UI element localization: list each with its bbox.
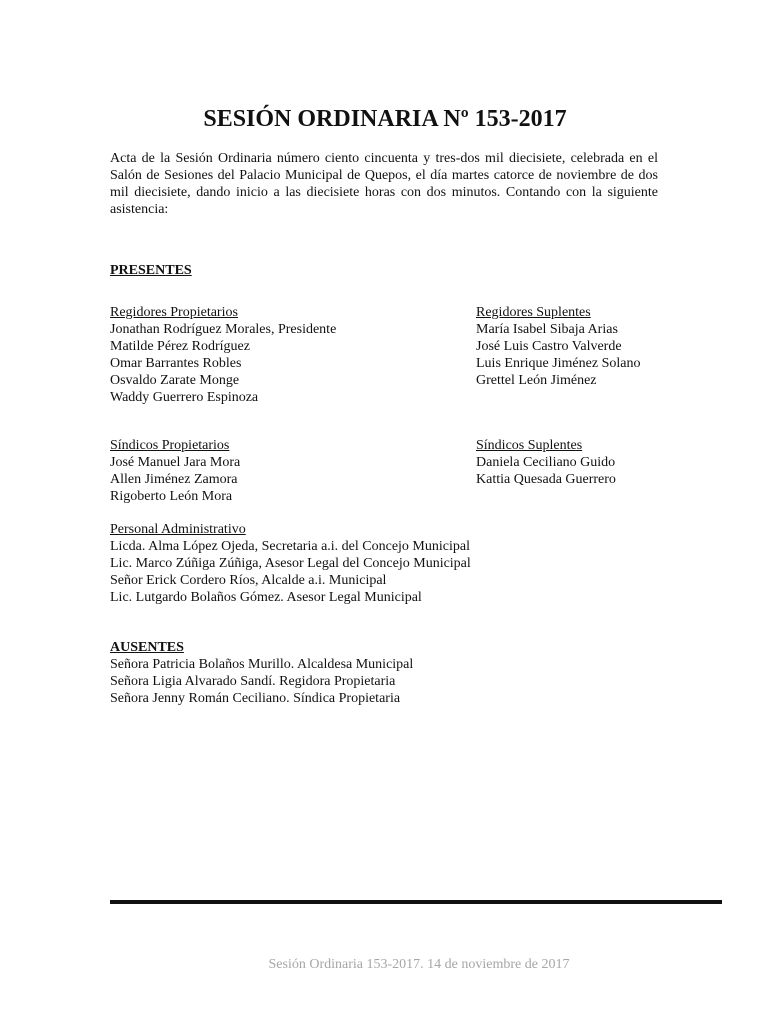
personal-administrativo-label: Personal Administrativo [110,522,246,537]
regidor-suplente-name: José Luis Castro Valverde [476,339,622,354]
ausentes-heading: AUSENTES [110,640,184,655]
sindicos-propietarios-label: Síndicos Propietarios [110,438,230,453]
regidores-suplentes-label: Regidores Suplentes [476,305,591,320]
sindicos-propietarios-group [110,437,240,505]
ausente-name: Señora Ligia Alvarado Sandí. Regidora Propietaria [110,674,396,689]
ausente-name: Señora Jenny Román Ceciliano. Síndica Propietaria [110,691,401,706]
sindico-suplente-name: Daniela Ceciliano Guido [476,455,616,470]
sindico-suplente-name: Kattia Quesada Guerrero [476,472,616,487]
personal-administrativo-name: Señor Erick Cordero Ríos, Alcalde a.i. Municipal [110,573,387,588]
intro-paragraph: Acta de la Sesión Ordinaria número ciento cincuenta y tres-dos mil diecisiete, celebrada en el Salón de Sesiones del Palacio Municipal de Quepos, el día martes catorce de noviembre de dos mil diecisiete, dando inicio a las diecisiete horas con dos minutos. Contando con la siguiente asistencia: [110,151,658,217]
personal-administrativo-name: Licda. Alma López Ojeda, Secretaria a.i. del Concejo Municipal [110,539,470,554]
page-footer: Sesión Ordinaria 153-2017. 14 de noviembre de 2017 [268,957,570,972]
sindico-propietario-name: Allen Jiménez Zamora [110,472,238,487]
regidor-suplente-name: Grettel León Jiménez [476,373,597,388]
presentes-heading: PRESENTES [110,263,192,278]
ausente-name: Señora Patricia Bolaños Murillo. Alcaldesa Municipal [110,657,414,672]
regidor-propietario-name: Matilde Pérez Rodríguez [110,339,250,354]
document-title: SESIÓN ORDINARIA Nº 153-2017 [203,106,567,132]
regidor-propietario-name: Waddy Guerrero Espinoza [110,390,259,405]
ausentes-group [110,656,413,707]
regidor-suplente-name: Luis Enrique Jiménez Solano [476,356,641,371]
sindico-propietario-name: José Manuel Jara Mora [110,455,241,470]
regidor-propietario-name: Omar Barrantes Robles [110,356,242,371]
personal-administrativo-name: Lic. Marco Zúñiga Zúñiga, Asesor Legal del Concejo Municipal [110,556,471,571]
personal-administrativo-group [110,521,471,606]
regidor-propietario-name: Jonathan Rodríguez Morales, Presidente [110,322,337,337]
regidores-suplentes-group [476,304,640,389]
sindicos-suplentes-label: Síndicos Suplentes [476,438,583,453]
regidor-suplente-name: María Isabel Sibaja Arias [476,322,618,337]
personal-administrativo-name: Lic. Lutgardo Bolaños Gómez. Asesor Legal Municipal [110,590,422,605]
footer-divider [110,900,722,904]
regidores-propietarios-group [110,304,336,406]
sindicos-suplentes-group [476,437,616,488]
sindico-propietario-name: Rigoberto León Mora [110,489,233,504]
regidor-propietario-name: Osvaldo Zarate Monge [110,373,240,388]
regidores-propietarios-label: Regidores Propietarios [110,305,238,320]
